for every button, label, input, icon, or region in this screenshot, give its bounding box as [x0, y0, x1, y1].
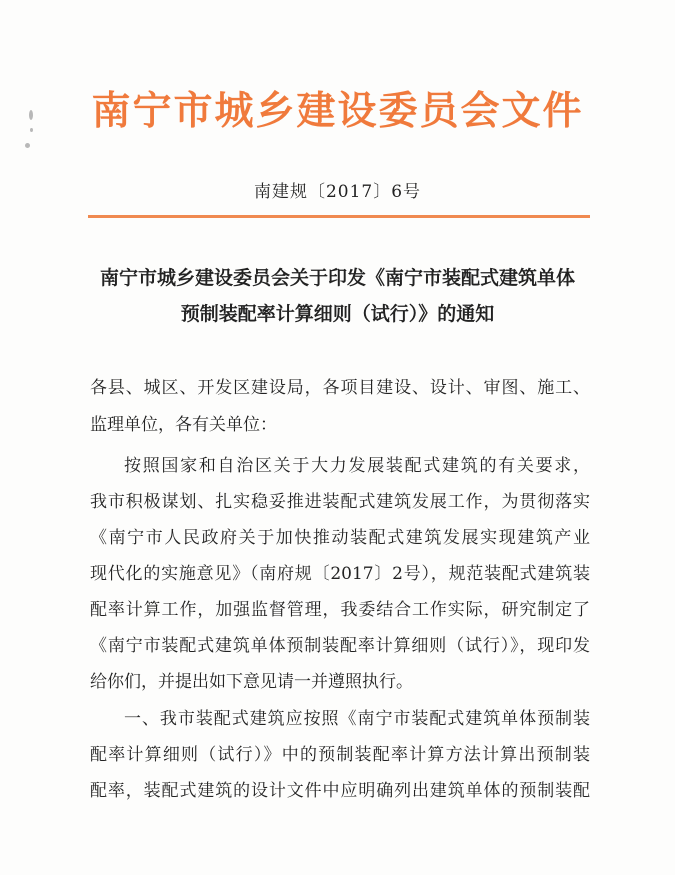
notice-title-line-2: 预制装配率计算细则（试行）》的通知: [180, 303, 495, 325]
body-line: 按照国家和自治区关于大力发展装配式建筑的有关要求，: [124, 456, 590, 476]
org-header-title: 南宁市城乡建设委员会文件: [91, 89, 584, 134]
body-line: 我市积极谋划、扎实稳妥推进装配式建筑发展工作，为贯彻落实: [90, 492, 590, 512]
body-line: 配率计算工作，加强监督管理，我委结合工作实际，研究制定了: [90, 600, 590, 620]
body-line: 《南宁市装配式建筑单体预制装配率计算细则（试行）》，现印发: [90, 636, 590, 656]
body-line: 一、我市装配式建筑应按照《南宁市装配式建筑单体预制装: [124, 709, 590, 729]
scan-mark: [25, 143, 30, 148]
body-line: 给你们，并提出如下意见请一并遵照执行。: [90, 672, 413, 692]
body-line: 监理单位，各有关单位：: [90, 415, 277, 435]
document-number: 南建规〔2017〕6号: [253, 182, 422, 202]
body-line: 各县、城区、开发区建设局，各项目建设、设计、审图、施工、: [90, 378, 590, 398]
body-line: 配率计算细则（试行）》中的预制装配率计算方法计算出预制装: [90, 745, 590, 765]
header-divider: [88, 215, 590, 218]
notice-title-line-1: 南宁市城乡建设委员会关于印发《南宁市装配式建筑单体: [99, 267, 575, 289]
body-line: 《南宁市人民政府关于加快推动装配式建筑发展实现建筑产业: [90, 528, 590, 548]
body-line: 配率，装配式建筑的设计文件中应明确列出建筑单体的预制装配: [90, 781, 590, 801]
body-line: 现代化的实施意见》（南府规〔2017〕2号），规范装配式建筑装: [90, 564, 590, 584]
